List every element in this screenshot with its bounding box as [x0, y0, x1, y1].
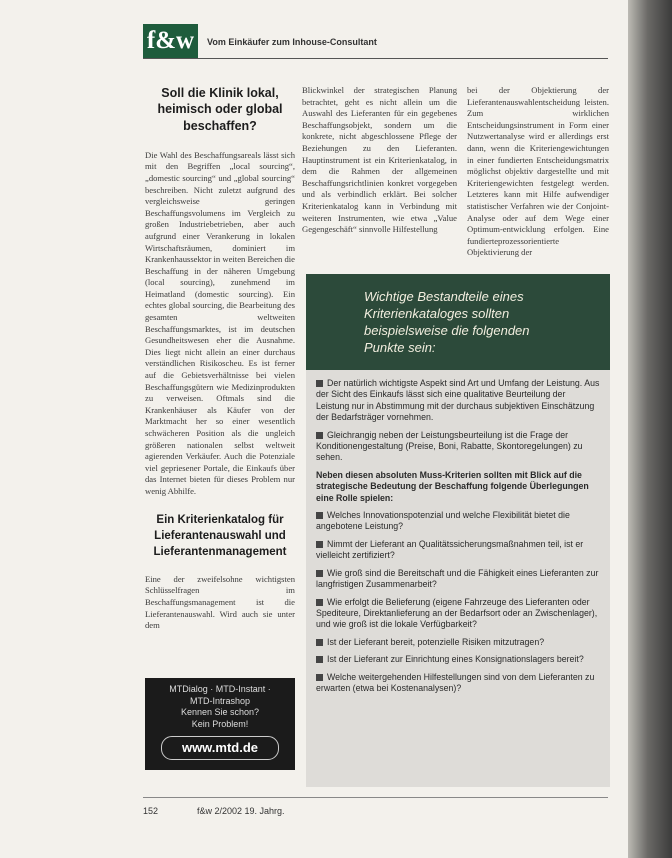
criteria-box-heading	[306, 274, 610, 370]
bullet-square-icon	[316, 599, 323, 606]
box-heading-line: beispielsweise die folgenden	[364, 323, 530, 338]
list-item	[316, 539, 600, 562]
criteria-box	[306, 274, 610, 787]
list-item-text: Ist der Lieferant zur Einrichtung eines Konsignationslagers bereit?	[327, 654, 584, 665]
list-item-text: Nimmt der Lieferant an Qualitätssicherungsmaßnahmen teil, ist er vielleicht zertifiziert?	[316, 538, 584, 561]
list-item	[316, 672, 600, 695]
list-item-text: Welche weitergehenden Hilfestellungen sind von dem Lieferanten zu erwarten (etwa bei Kostenanalysen)?	[316, 671, 595, 693]
list-item-text: Ist der Lieferant bereit, potenzielle Risiken mitzutragen?	[327, 636, 545, 647]
ad-line: Kein Problem!	[191, 718, 249, 729]
fw-logo: f&w	[143, 24, 198, 58]
ad-line: MTD-Intrashop	[189, 695, 251, 706]
box-heading-line: Punkte sein:	[364, 340, 436, 355]
body-paragraph-col2: Blickwinkel der strategischen Planung betrachtet, geht es nicht allein um die Auswahl des Lieferanten für ein gegebenes Beschaffungsobjekt, sondern um die konkrete, nicht abgeschlossene Pflege der Beziehungen zu den Lieferanten. Hauptinstrument ist ein Kriterienkatalog, in dem die Rahmen der allgemeinen Beschaffungsrichtlinien konkret vorgegeben und als verbindlich erklärt. Bei solcher Kriterienkatalog kann in Verbindung mit weiteren Instrumenten, wie etwa „Value Gegengeschäft“ sinnvolle Hilfestellung	[302, 85, 457, 235]
mtd-advertisement	[145, 678, 295, 770]
list-item-text: Welches Innovationspotenzial und welche Flexibilität bietet die angebotene Leistung?	[316, 510, 570, 532]
list-item-text: Gleichrangig neben der Leistungsbeurteilung ist die Frage der Konditionengestaltung (Preise, Boni, Rabatte, Skontoregelungen) zu sehen.	[316, 429, 583, 463]
list-item	[316, 654, 600, 665]
issue-info: f&w 2/2002 19. Jahrg.	[197, 806, 285, 816]
bullet-square-icon	[316, 512, 323, 519]
ad-line: Kennen Sie schon?	[180, 707, 260, 717]
page-number: 152	[143, 806, 159, 816]
bullet-square-icon	[316, 432, 323, 439]
list-item-text: Wie groß sind die Bereitschaft und die Fähigkeit eines Lieferanten zur langfristigen Zusammenarbeit?	[316, 567, 599, 590]
bullet-square-icon	[316, 570, 323, 577]
list-item	[316, 568, 600, 591]
list-item-text: Der natürlich wichtigste Aspekt sind Art und Umfang der Leistung. Aus der Sicht des Einkaufs lässt sich eine qualitative Beurteilung der Leistung nur in Abstimmung mit der durchaus subjektiven Einschätzung der Bedarfsträger vornehmen.	[316, 378, 600, 423]
column-2	[302, 85, 457, 236]
column-3	[467, 85, 609, 259]
ad-line: MTDialog · MTD-Instant ·	[169, 684, 271, 694]
header-rule	[143, 58, 608, 59]
bullet-square-icon	[316, 380, 323, 387]
list-item	[316, 597, 600, 631]
box-heading-line: Wichtige Bestandteile eines	[364, 289, 524, 304]
body-paragraph-criteria: Eine der zweifelsohne wichtigsten Schlüsselfragen im Beschaffungsmanagement ist die Lieferantenauswahl. Wird auch sie unter dem	[145, 573, 295, 631]
bullet-square-icon	[316, 656, 323, 663]
footer-rule	[143, 797, 608, 798]
running-title: Vom Einkäufer zum Inhouse-Consultant	[207, 37, 377, 47]
body-paragraph-sourcing: Die Wahl des Beschaffungsareals lässt sich mit den Begriffen „local sourcing“, „domestic sourcing“ und „global sourcing“ beschreiben. Nicht zuletzt aufgrund des vergleichsweise geringen Beschaffungsvolumens im Vergleich zu großen Industriebetrieben, aber auch aufgrund einer Verankerung in lokalen Wirtschaftsräumen, dominiert im Krankenhaussektor in weiten Bereichen die Beschaffung in der näheren Umgebung (local sourcing), zunehmend im Heimatland (domestic sourcing). Ein echtes global sourcing, die Bearbeitung des gesamten weltweiten Beschaffungsmarktes, ist im deutschen Gesundheitswesen eher die Ausnahme. Dies liegt nicht allein an einer durchaus verständlichen Risikoscheu. Es ist ferner auf die Gebietsverhältnisse bei vielen Beschaffungsgütern wie Medizinprodukten zu verweisen. Oftmals sind die Krankenhäuser als Käufer von der Marktmacht her so einer wesentlich schwächeren Position als die ungleich größeren nationalen selbst weltweit agierenden Verkäufer. Auch die Potenziale viel gepriesener Portale, die Einkaufs über das Internet bieten für dieses Problem nur wenig Abhilfe.	[145, 149, 295, 496]
list-item	[316, 510, 600, 533]
section-heading-criteria: Ein Kriterienkatalog für Lieferantenauswahl und Lieferantenmanagement	[153, 513, 287, 558]
box-bold-paragraph: Neben diesen absoluten Muss-Kriterien sollten mit Blick auf die strategische Bedeutung der Beschaffung folgende Überlegungen eine Rolle spielen:	[316, 469, 589, 503]
box-heading-line: Kriterienkataloges sollten	[364, 306, 510, 321]
criteria-box-body	[316, 378, 600, 700]
section-heading-sourcing: Soll die Klinik lokal, heimisch oder global beschaffen?	[157, 86, 283, 133]
list-item	[316, 430, 600, 464]
column-1	[145, 85, 295, 632]
bullet-square-icon	[316, 674, 323, 681]
list-item	[316, 637, 600, 648]
bullet-square-icon	[316, 541, 323, 548]
list-item	[316, 378, 600, 424]
bullet-square-icon	[316, 639, 323, 646]
book-gutter-shadow	[628, 0, 672, 858]
list-item-text: Wie erfolgt die Belieferung (eigene Fahrzeuge des Lieferanten oder Spediteure, Direktanlieferung an der Bedarfsort oder an Zwischenlager), und wie groß ist die lokale Verfügbarkeit?	[316, 596, 598, 630]
body-paragraph-col3: bei der Objektierung der Lieferantenauswahlentscheidung leisten. Zum wirklichen Entscheidungsinstrument in Form einer Nutzwertanalyse wird er allerdings erst dann, wenn die Kriteriengewichtungen in einer fundierten Entscheidungsmatrix möglichst objektiv dargestellte und mit Kriteriengewichten festgelegt werden. Letzteres kann mit Hilfe aufwendiger statistischer Verfahren wie der Conjoint-Analyse oder auf dem Wege einer Optimum-entwicklung erfolgen. Eine fundierteprozessorientierte Objektivierung der	[467, 85, 609, 258]
ad-url-link[interactable]: www.mtd.de	[161, 736, 279, 760]
